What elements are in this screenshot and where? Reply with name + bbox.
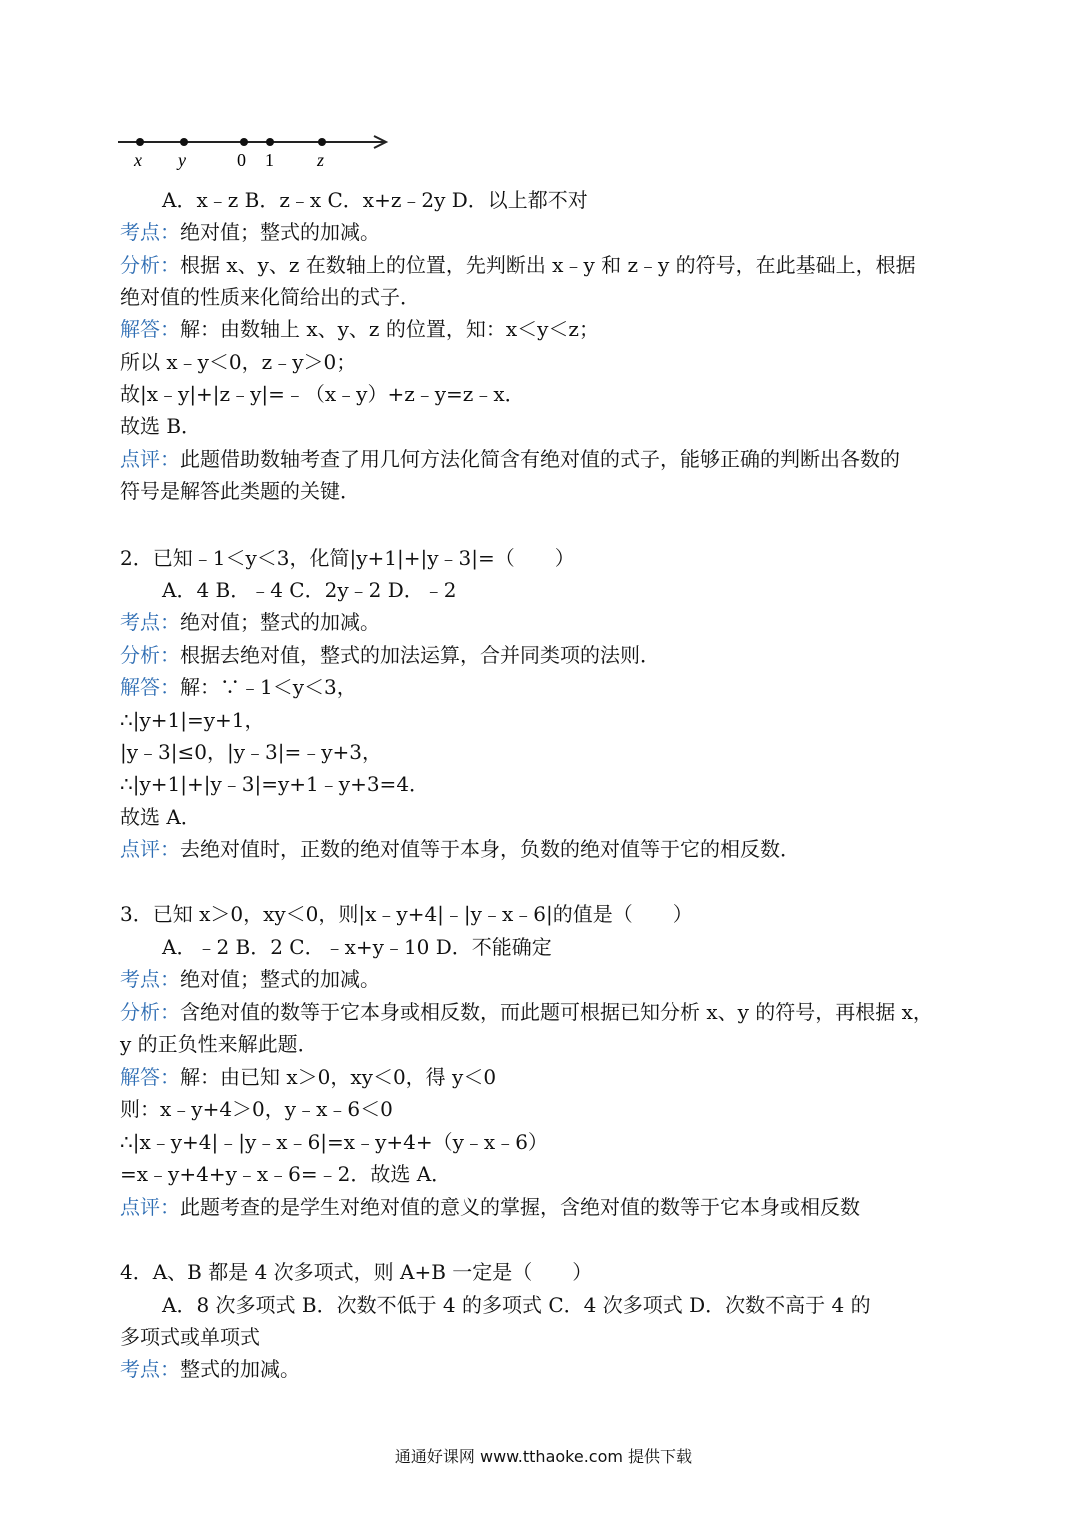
jieda-label: 解答： <box>120 1065 180 1089</box>
kaodian-text: 绝对值；整式的加减。 <box>180 610 380 634</box>
q3-jieda-4: =x﹣y+4+y﹣x﹣6=﹣2．故选 A． <box>120 1162 452 1186</box>
kaodian-label: 考点： <box>120 1357 180 1381</box>
q3-jieda <box>120 1061 496 1093</box>
q3-options: A．﹣2 B．2 C．﹣x+y﹣10 D．不能确定 <box>162 935 552 959</box>
jieda-text: 解：由数轴上 x、y、z 的位置，知：x＜y＜z； <box>180 317 599 341</box>
fenxi-text: 含绝对值的数等于它本身或相反数，而此题可根据已知分析 x、y 的符号，再根据 x， <box>180 1000 933 1024</box>
q3-dianping <box>120 1191 860 1223</box>
q1-dianping <box>120 443 900 475</box>
q2-options: A．4 B．﹣4 C．2y﹣2 D．﹣2 <box>162 578 457 602</box>
dianping-text: 去绝对值时，正数的绝对值等于本身，负数的绝对值等于它的相反数． <box>180 837 800 861</box>
kaodian-text: 绝对值；整式的加减。 <box>180 220 380 244</box>
kaodian-label: 考点： <box>120 220 180 244</box>
page-footer: 通通好课网 www.tthaoke.com 提供下载 <box>394 1447 693 1466</box>
q2-fenxi <box>120 639 660 671</box>
q3-jieda-3: ∴|x﹣y+4|﹣|y﹣x﹣6|=x﹣y+4+（y﹣x﹣6） <box>120 1130 548 1154</box>
jieda-label: 解答： <box>120 317 180 341</box>
label-one: 1 <box>265 150 274 170</box>
q2-jieda-3: |y﹣3|≤0，|y﹣3|=﹣y+3， <box>120 740 383 764</box>
q4-stem: 4．A、B 都是 4 次多项式，则 A+B 一定是（ ） <box>120 1260 593 1284</box>
fenxi-label: 分析： <box>120 1000 180 1024</box>
q4-options: A．8 次多项式 B．次数不低于 4 的多项式 C．4 次多项式 D．次数不高于 4 的 <box>162 1293 871 1317</box>
q1-kaodian <box>120 216 380 248</box>
label-x: x <box>134 150 142 170</box>
q3-jieda-2: 则：x﹣y+4＞0，y﹣x﹣6＜0 <box>120 1097 393 1121</box>
dianping-text: 此题借助数轴考查了用几何方法化简含有绝对值的式子，能够正确的判断出各数的 <box>180 447 900 471</box>
q2-jieda-4: ∴|y+1|+|y﹣3|=y+1﹣y+3=4． <box>120 772 430 796</box>
point-x <box>136 138 144 146</box>
q2-dianping <box>120 833 800 865</box>
q1-jieda-4: 故选 B． <box>120 414 202 438</box>
kaodian-text: 整式的加减。 <box>180 1357 300 1381</box>
dianping-label: 点评： <box>120 837 180 861</box>
point-y <box>180 138 188 146</box>
q2-jieda-5: 故选 A． <box>120 805 201 829</box>
dianping-text: 此题考查的是学生对绝对值的意义的掌握，含绝对值的数等于它本身或相反数 <box>180 1195 860 1219</box>
q1-jieda <box>120 313 599 345</box>
q4-options-cont: 多项式或单项式 <box>120 1325 260 1349</box>
jieda-text: 解：∵﹣1＜y＜3， <box>180 675 357 699</box>
kaodian-label: 考点： <box>120 610 180 634</box>
kaodian-text: 绝对值；整式的加减。 <box>180 967 380 991</box>
q1-jieda-2: 所以 x﹣y＜0，z﹣y＞0； <box>120 350 357 374</box>
fenxi-label: 分析： <box>120 253 180 277</box>
label-z: z <box>317 150 325 170</box>
q3-fenxi-cont: y 的正负性来解此题． <box>120 1032 318 1056</box>
q2-jieda-2: ∴|y+1|=y+1， <box>120 708 265 732</box>
q3-stem: 3．已知 x＞0，xy＜0，则|x﹣y+4|﹣|y﹣x﹣6|的值是（ ） <box>120 902 693 926</box>
point-z <box>318 138 326 146</box>
q1-options: A．x﹣z B．z﹣x C．x+z﹣2y D．以上都不对 <box>162 188 588 212</box>
q1-fenxi <box>120 249 916 281</box>
q3-kaodian <box>120 963 380 995</box>
q2-jieda <box>120 671 357 703</box>
label-zero: 0 <box>237 150 246 170</box>
dianping-label: 点评： <box>120 447 180 471</box>
number-line-figure <box>112 126 402 176</box>
q1-dianping-cont: 符号是解答此类题的关键． <box>120 479 360 503</box>
q1-fenxi-cont: 绝对值的性质来化简给出的式子． <box>120 285 420 309</box>
point-one <box>266 138 274 146</box>
jieda-label: 解答： <box>120 675 180 699</box>
fenxi-label: 分析： <box>120 643 180 667</box>
q3-fenxi <box>120 996 933 1028</box>
q1-jieda-3: 故|x﹣y|+|z﹣y|=﹣（x﹣y）+z﹣y=z﹣x． <box>120 382 525 406</box>
point-zero <box>240 138 248 146</box>
fenxi-text: 根据去绝对值，整式的加法运算，合并同类项的法则． <box>180 643 660 667</box>
q4-kaodian <box>120 1353 300 1385</box>
kaodian-label: 考点： <box>120 967 180 991</box>
dianping-label: 点评： <box>120 1195 180 1219</box>
q2-stem: 2．已知﹣1＜y＜3，化简|y+1|+|y﹣3|=（ ） <box>120 546 575 570</box>
q2-kaodian <box>120 606 380 638</box>
jieda-text: 解：由已知 x＞0，xy＜0，得 y＜0 <box>180 1065 497 1089</box>
label-y: y <box>178 150 186 170</box>
fenxi-text: 根据 x、y、z 在数轴上的位置，先判断出 x﹣y 和 z﹣y 的符号，在此基础上，根据 <box>180 253 916 277</box>
